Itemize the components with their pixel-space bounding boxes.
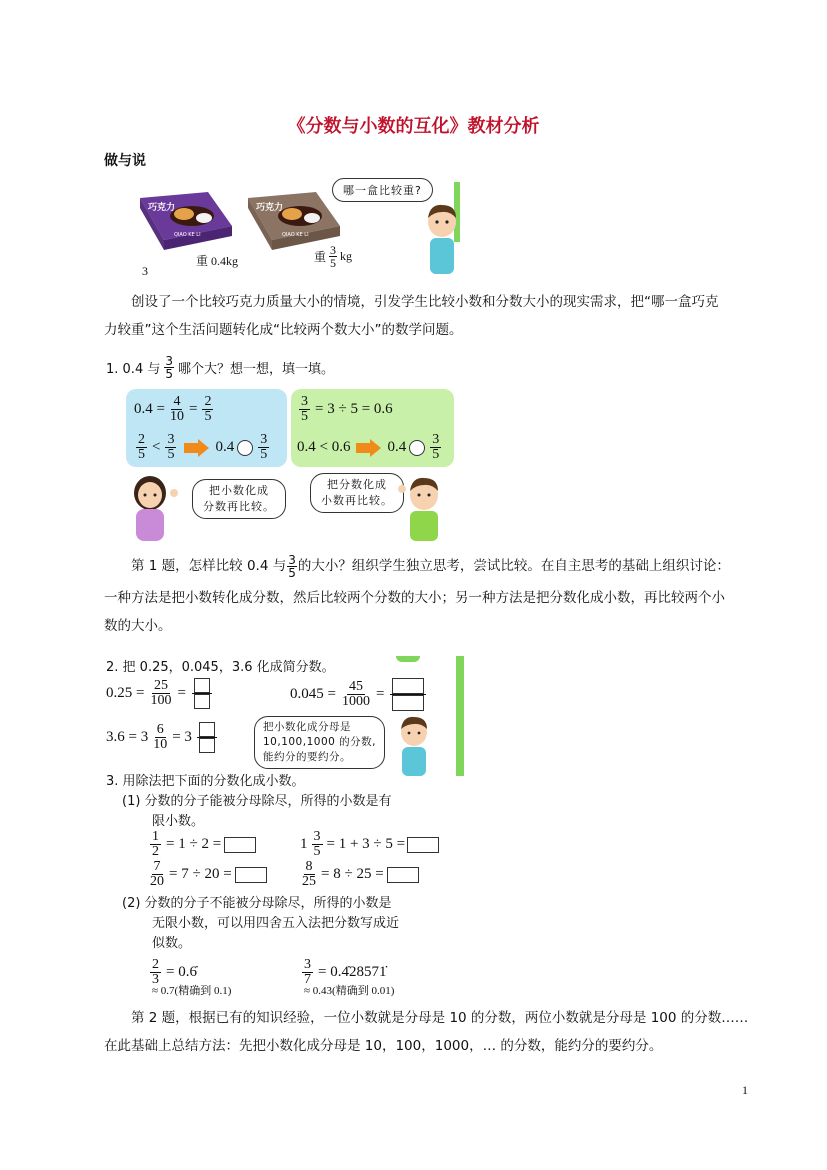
- question-2-3-figure: [104, 656, 464, 1002]
- box2-sub: QIAO KE LI: [282, 232, 309, 238]
- q3-e4-d: 25: [302, 874, 316, 889]
- q1-prompt-b: 哪个大？想一想，填一填。: [177, 362, 334, 377]
- q1-l-r1-d2: 5: [204, 409, 212, 424]
- q3-e3-frac: [150, 860, 164, 889]
- q2-a-n: 25: [153, 678, 168, 693]
- q3-e4: [300, 860, 419, 889]
- q3-prompt: 3. 用除法把下面的分数化成小数。: [106, 774, 305, 789]
- q2-c: [106, 722, 219, 753]
- q1-prompt-num: 3: [165, 354, 173, 368]
- q2-a-answer: [192, 678, 212, 709]
- paragraph-1-line-2: 力较重”这个生活问题转化成“比较两个数大小”的数学问题。: [104, 322, 463, 338]
- q3-e4-rest: = 8 ÷ 25 =: [321, 866, 384, 882]
- chocolate-box-brown: [242, 190, 342, 252]
- q3-e1-rest: = 1 ÷ 2 =: [166, 836, 222, 852]
- paragraph-3-line-2: 在此基础上总结方法：先把小数化成分母是 10，100，1000，… 的分数，能约分的要约分。: [104, 1038, 663, 1054]
- box2-weight: [314, 244, 352, 269]
- q3-f2-approx: ≈ 0.43(精确到 0.01): [304, 985, 395, 997]
- q1-prompt-den: 5: [165, 367, 173, 381]
- q2-a-answer-den-box[interactable]: [194, 694, 210, 709]
- paragraph-2-fraction: [287, 554, 297, 579]
- q2-c-answer-num-box[interactable]: [199, 722, 215, 737]
- paragraph-1: [104, 288, 754, 344]
- paragraph-1-line-1: 创设了一个比较巧克力质量大小的情境，引发学生比较小数和分数大小的现实需求，把“哪一盒巧克: [131, 294, 719, 310]
- paragraph-2-line-3: 数的大小。: [104, 618, 172, 634]
- q3-e1-n: 1: [152, 829, 159, 844]
- q3-sub2-line-1: (2) 分数的分子不能被分母除尽，所得的小数是: [122, 896, 392, 911]
- q2-b-answer-num-box[interactable]: [392, 678, 424, 694]
- q1-l-r1-n1: 4: [173, 394, 181, 409]
- q1-l-r2-n3: 3: [260, 432, 268, 447]
- box1-sub: QIAO KE LI: [174, 232, 201, 238]
- q1-r-r1-n: 3: [301, 394, 308, 409]
- q1-left-row2: [134, 433, 271, 462]
- q3-sub1: [122, 792, 392, 832]
- q3-f2-rest: = 0.4̇28571̇: [318, 964, 387, 980]
- q3-e1-answer-box[interactable]: [224, 837, 256, 853]
- q3-f1-approx: ≈ 0.7(精确到 0.1): [152, 985, 232, 997]
- q2-c-answer: [197, 722, 217, 753]
- q3-e3-rest: = 7 ÷ 20 =: [169, 866, 232, 882]
- q2-b-eq: =: [375, 686, 385, 702]
- q2-hint-bubble: [254, 716, 385, 769]
- q3-sub2-line-2: 无限小数，可以用四舍五入法把分数写成近: [152, 916, 400, 931]
- q1-right-panel: [291, 389, 454, 467]
- q2-b-d: 1000: [341, 694, 370, 709]
- q3-f1-rest: = 0.6̇: [166, 964, 197, 980]
- q3-sub2-line-3: 似数。: [152, 936, 192, 951]
- q3-e3: [148, 860, 267, 889]
- q2-c-frac: [153, 723, 167, 752]
- q3-f1-d: 3: [152, 972, 159, 987]
- girl-icon: [122, 473, 178, 541]
- q3-sub1-line-1: (1) 分数的分子能被分母除尽，所得的小数是有: [122, 794, 392, 809]
- q3-e2-d: 5: [313, 844, 321, 859]
- box2-weight-den: 5: [330, 256, 337, 270]
- q3-e1-frac: [150, 830, 161, 859]
- q1-l-r2-d1: 5: [138, 447, 145, 462]
- q1-right-compare-circle[interactable]: [409, 440, 425, 456]
- q2-hint-line-2: 10,100,1000 的分数,: [263, 736, 376, 748]
- section-heading: 做与说: [104, 153, 146, 169]
- q1-left-row1-frac1: [170, 395, 184, 424]
- q1-r-r2-n: 3: [432, 432, 440, 447]
- chocolate-figure: [104, 178, 460, 276]
- q2-a-d: 100: [150, 693, 172, 708]
- q2-b-n: 45: [348, 679, 363, 694]
- q1-prompt: [106, 355, 334, 380]
- q2-green-edge: [456, 656, 464, 776]
- q2-hint-line-1: 把小数化成分母是: [263, 721, 351, 733]
- paragraph-3-line-1: 第 2 题，根据已有的知识经验，一位小数就是分母是 10 的分数，两位小数就是分母是 100 的分数……: [131, 1010, 749, 1026]
- q1-l-r2-d3: 5: [260, 447, 268, 462]
- q1-right-row1-b: = 3 ÷ 5 = 0.6: [315, 401, 393, 417]
- q1-left-arrow-icon: [184, 439, 209, 457]
- q2-boy-icon: [392, 714, 436, 776]
- q2-a-answer-num-box[interactable]: [194, 678, 210, 693]
- paragraph-2-line-1: [104, 552, 764, 580]
- q2-a-frac: [150, 679, 171, 708]
- q1-right-row2: [297, 433, 443, 462]
- q2-c-eq: = 3: [172, 729, 192, 745]
- q3-e1: [148, 830, 256, 859]
- q2-c-answer-den-box[interactable]: [199, 738, 215, 753]
- q3-e4-frac: [302, 860, 316, 889]
- q2-b-lhs: 0.045 =: [290, 686, 336, 702]
- q2-prompt: 2. 把 0.25，0.045，3.6 化成简分数。: [106, 660, 335, 675]
- q1-l-r1-d1: 10: [169, 409, 184, 424]
- girl-bubble: [192, 479, 286, 519]
- q2-hint-line-3: 能约分的要约分。: [263, 751, 351, 763]
- q1-right-arrow-icon: [356, 439, 381, 457]
- q3-e2-whole: 1: [300, 836, 308, 852]
- q1-left-row2-lt: <: [152, 439, 161, 455]
- q1-right-row1: [297, 395, 393, 424]
- q3-f1-n: 2: [152, 957, 159, 972]
- q3-e2-n: 3: [313, 829, 321, 844]
- q2-c-lhs: 3.6 = 3: [106, 729, 149, 745]
- q3-e3-d: 20: [150, 874, 164, 889]
- q1-left-row1-eq: =: [188, 401, 198, 417]
- box2-weight-fraction: [329, 244, 337, 269]
- q1-prompt-fraction: [164, 355, 174, 380]
- q1-r-r2-d: 5: [432, 447, 440, 462]
- boy-pointing-icon: [398, 473, 448, 541]
- paragraph-2-line-2: 一种方法是把小数转化成分数，然后比较两个分数的大小；另一种方法是把分数化成小数，再比较两个小: [104, 590, 725, 606]
- boy-bubble-line-2: 小数再比较。: [321, 494, 393, 507]
- q3-f2-n: 3: [304, 957, 311, 972]
- q2-green-tab: [396, 656, 420, 662]
- paragraph-2-line-1-b: 的大小？组织学生独立思考，尝试比较。在自主思考的基础上组织讨论：: [297, 558, 730, 574]
- q1-l-r2-n2: 3: [167, 432, 175, 447]
- paragraph-3: [104, 1004, 764, 1060]
- q1-left-row1: [134, 395, 215, 424]
- q1-l-r2-d2: 5: [167, 447, 175, 462]
- q2-b-answer-den-box[interactable]: [392, 695, 424, 711]
- q3-e4-n: 8: [305, 859, 313, 874]
- paragraph-2-line-1-a: 第 1 题，怎样比较 0.4 与: [131, 558, 287, 574]
- q1-left-row2-frac2: [165, 433, 176, 462]
- box2-weight-unit: kg: [340, 249, 353, 263]
- girl-bubble-line-1: 把小数化成: [209, 484, 269, 497]
- q3-e2: [300, 830, 439, 859]
- cut-digit: 3: [142, 264, 148, 276]
- q3-e2-answer-box[interactable]: [407, 837, 439, 853]
- paragraph-2: [104, 552, 764, 640]
- q3-f2-d: 7: [304, 972, 311, 987]
- boy-bubble-line-1: 把分数化成: [327, 478, 387, 491]
- box2-brand: 巧克力: [256, 203, 284, 213]
- q1-l-r2-n1: 2: [138, 432, 145, 447]
- box2-weight-prefix: 重: [314, 250, 327, 264]
- q1-left-row2-res: 0.4: [215, 439, 235, 455]
- q1-r-r1-d: 5: [301, 409, 308, 424]
- q2-c-n: 6: [156, 722, 164, 737]
- q2-a-lhs: 0.25 =: [106, 685, 145, 701]
- q1-left-row2-frac3: [258, 433, 269, 462]
- box1-brand: 巧克力: [148, 203, 176, 213]
- q1-l-r1-n2: 2: [204, 394, 212, 409]
- box2-weight-num: 3: [330, 243, 337, 257]
- q2-c-d: 10: [153, 737, 168, 752]
- paragraph-2-frac-den: 5: [288, 565, 296, 580]
- q1-left-row1-frac2: [202, 395, 213, 424]
- q3-sub1-line-2: 限小数。: [152, 814, 205, 829]
- q3-sub2: [122, 894, 399, 954]
- q2-a: [106, 678, 214, 709]
- boy-icon: [420, 200, 464, 276]
- box1-weight: 重 0.4kg: [196, 254, 239, 268]
- q1-left-panel: [126, 389, 287, 467]
- q3-e4-answer-box[interactable]: [387, 867, 419, 883]
- question-bubble: 哪一盒比较重?: [332, 178, 433, 202]
- q1-left-row2-frac1: [136, 433, 147, 462]
- q2-b: [290, 678, 428, 711]
- boy-bubble: [310, 473, 404, 513]
- q1-right-row1-frac: [299, 395, 310, 424]
- question-1-figure: [104, 355, 458, 541]
- q1-prompt-a: 1. 0.4 与: [106, 362, 161, 377]
- q2-a-eq: =: [177, 685, 186, 701]
- page-number: 1: [742, 1083, 748, 1097]
- q1-left-row1-a: 0.4 =: [134, 401, 165, 417]
- q2-b-frac: [342, 680, 370, 709]
- q1-right-row2-a: 0.4 < 0.6: [297, 439, 351, 455]
- q3-e3-answer-box[interactable]: [235, 867, 267, 883]
- q3-e1-d: 2: [152, 844, 159, 859]
- girl-bubble-line-2: 分数再比较。: [203, 500, 275, 513]
- chocolate-box-purple: [134, 190, 234, 252]
- q1-right-row2-res: 0.4: [387, 439, 407, 455]
- q1-right-row2-frac: [430, 433, 441, 462]
- q2-b-answer: [390, 678, 426, 711]
- q3-e3-n: 7: [153, 859, 161, 874]
- q3-e2-frac: [312, 830, 323, 859]
- q1-left-compare-circle[interactable]: [237, 440, 253, 456]
- page-title: 《分数与小数的互化》教材分析: [287, 116, 540, 137]
- paragraph-2-frac-num: 3: [288, 552, 296, 567]
- q3-e2-rest: = 1 + 3 ÷ 5 =: [326, 836, 406, 852]
